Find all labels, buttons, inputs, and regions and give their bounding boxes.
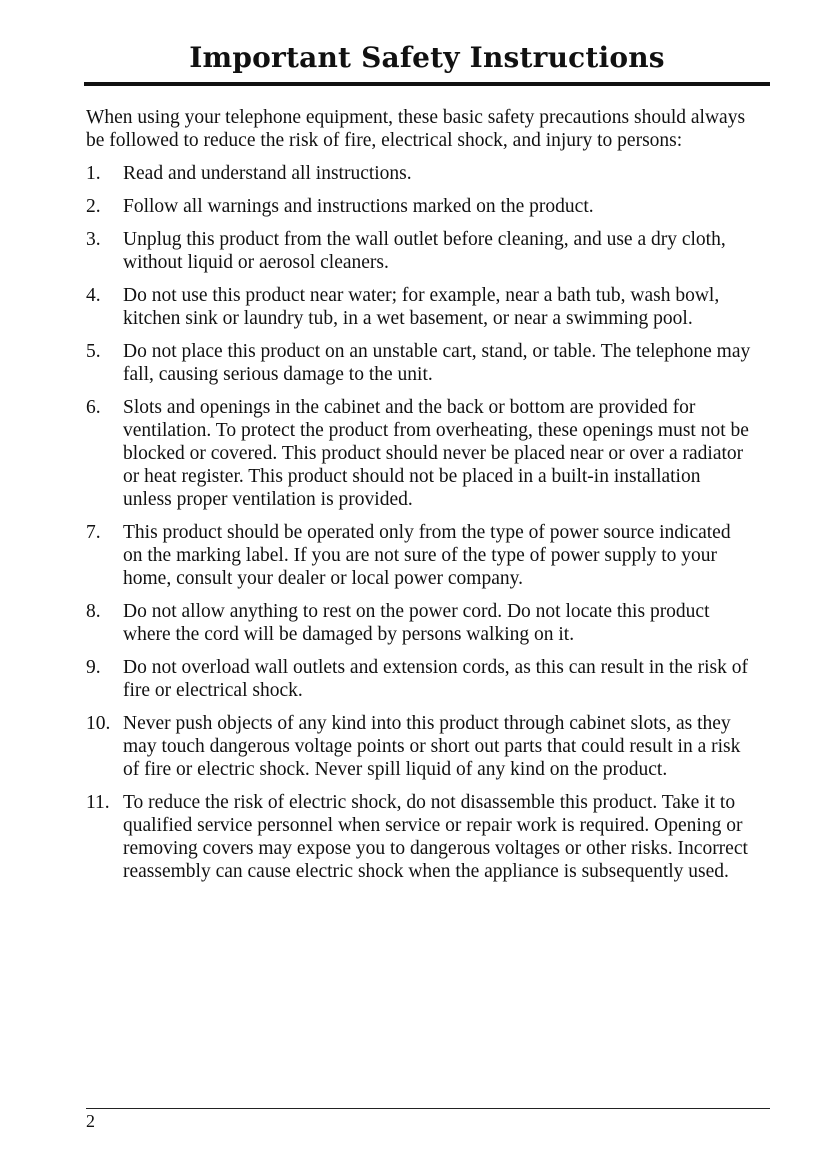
list-item [86,340,754,386]
list-item [86,195,754,218]
list-item [86,712,754,781]
item-text: Slots and openings in the cabinet and the back or bottom are provided for ventilation. To protect the product from overheating, these openings must not be blocked or covered. This product should never be placed near or over a radiator or heat register. This product should not be placed in a built-in installation unless proper ventilation is provided. [123,397,749,510]
item-text: Unplug this product from the wall outlet before cleaning, and use a dry cloth, without liquid or aerosol cleaners. [123,229,726,273]
list-item [86,396,754,511]
item-text: Do not place this product on an unstable cart, stand, or table. The telephone may fall, causing serious damage to the unit. [123,341,751,385]
intro-paragraph: When using your telephone equipment, these basic safety precautions should always be followed to reduce the risk of fire, electrical shock, and injury to persons: [86,107,746,151]
item-text: To reduce the risk of electric shock, do not disassemble this product. Take it to qualified service personnel when service or repair work is required. Opening or removing covers may expose you to dangerous voltages or other risks. Incorrect reassembly can cause electric shock when the appliance is subsequently used. [123,792,748,882]
item-text: Follow all warnings and instructions marked on the product. [123,196,594,217]
list-item [86,284,754,330]
page-title: Important Safety Instructions [189,41,665,74]
item-text: Do not allow anything to rest on the power cord. Do not locate this product where the cord will be damaged by persons walking on it. [123,601,710,645]
item-text: Never push objects of any kind into this product through cabinet slots, as they may touch dangerous voltage points or short out parts that could result in a risk of fire or electric shock. Never spill liquid of any kind on the product. [123,713,741,780]
item-number: 2. [86,196,101,217]
list-item [86,656,754,702]
item-number: 7. [86,522,101,543]
item-number: 4. [86,285,101,306]
item-text: Do not overload wall outlets and extension cords, as this can result in the risk of fire or electrical shock. [123,657,748,701]
title-underline [84,82,770,86]
item-number: 8. [86,601,101,622]
item-text: Read and understand all instructions. [123,163,412,184]
item-number: 10. [86,713,111,734]
page-number: 2 [86,1111,95,1131]
list-item [86,162,754,185]
item-number: 1. [86,163,101,184]
list-item [86,521,754,590]
list-item [86,600,754,646]
item-number: 6. [86,397,101,418]
instructions-body [86,106,754,893]
item-number: 3. [86,229,101,250]
item-number: 11. [86,792,110,813]
safety-instructions-list [86,162,754,883]
item-number: 5. [86,341,101,362]
item-text: This product should be operated only from the type of power source indicated on the marking label. If you are not sure of the type of power supply to your home, consult your dealer or local power company. [123,522,731,589]
item-number: 9. [86,657,101,678]
list-item [86,228,754,274]
list-item [86,791,754,883]
item-text: Do not use this product near water; for example, near a bath tub, wash bowl, kitchen sink or laundry tub, in a wet basement, or near a swimming pool. [123,285,720,329]
footer-divider [86,1108,770,1109]
